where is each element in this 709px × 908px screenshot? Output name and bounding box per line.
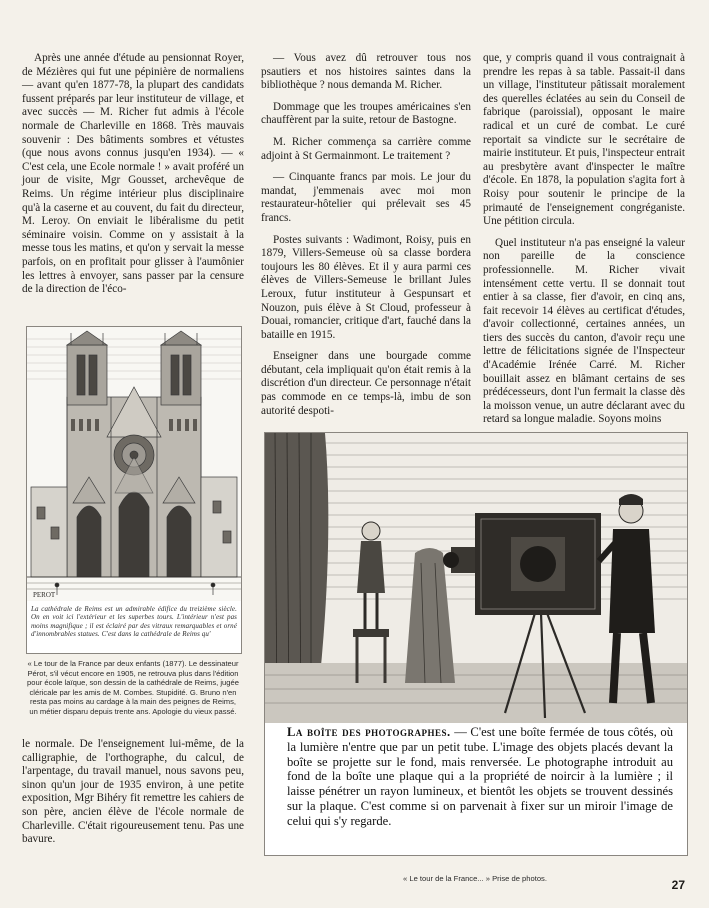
photographer-engraving-figure	[264, 432, 688, 856]
article-column-1-continued	[22, 738, 244, 855]
photographers-box-heading: La boîte des photographes.	[287, 725, 451, 739]
photographer-figure-caption: « Le tour de la France... » Prise de photos.	[403, 874, 547, 883]
engraving-caption-text: La cathédrale de Reims est un admirable édifice du treizième siècle. On en voit ici l'extérieur et les superbes tours. L'intérieur n'est pas moins magnifique ; il est éclairé par des vitraux remarquables et orné d'innombrables statues. C'est dans la cathédrale de Reims qu'	[31, 605, 237, 639]
cathedral-engraving-figure	[26, 326, 242, 654]
paragraph: — Cinquante francs par mois. Le jour du mandat, j'emmenais avec moi mon restaurateur-hôtelier qui prélevait ses 45 francs.	[261, 171, 471, 224]
paragraph: le normale. De l'enseignement lui-même, de la calligraphie, de l'orthographe, du calcul, de l'arpentage, du travail manuel, nous savons peu, sinon qu'un jour de 1935 environ, à une petite exposition, Mgr Bihéry fit remettre les cahiers de son père, ancien élève de l'école normale de Charleville. C'était rigoureusement tenu. Pas une bavure.	[22, 738, 244, 846]
paragraph: Postes suivants : Wadimont, Roisy, puis en 1879, Villers-Semeuse où sa classe bordera toujours les 80 élèves. Et il y aura parmi ces élèves de Villers-Semeuse le brillant Jules Leroux, futur instituteur à Gespunsart et Nouzon, puis élève à St Cloud, professeur à Douai, romancier, critique d'art, fauché dans la bataille en 1915.	[261, 233, 471, 341]
paragraph: — Vous avez dû retrouver tous nos psautiers et nos histoires saintes dans la bibliothèque ? nous demanda M. Richer.	[261, 52, 471, 92]
paragraph: que, y compris quand il vous contraignait à prendre les repas à sa table. Passait-il dans un village, l'instituteur pâtissait moralement des querelles éclatées au sein du Conseil de fabrique (paroissial), opposant le maire radical et un curé de combat. Le curé reportait sa vindicte sur le secrétaire de mairie instituteur. Et puis, l'inspecteur entrait au presbytère avant d'inspecter le maître d'école. En 1878, la population s'agita fort à Roisy pour soutenir le principe de la primauté de l'enseignement congréganiste. Une pétition circula.	[483, 52, 685, 228]
article-column-1	[22, 52, 244, 305]
paragraph: M. Richer commença sa carrière comme adjoint à St Germainmont. Le traitement ?	[261, 135, 471, 162]
photographers-box-body: — C'est une boîte fermée de tous côtés, où la lumière n'entre que par un petit tube. L'image des objets placés devant la boîte se projette sur le fond, mais renversée. Le photographe introduit au fond de la boîte une plaque qui a la propriété de noircir à la lumière ; il laisse pénétrer un rayon lumineux, et bientôt les objets se trouvent dessinés sur la plaque. C'est comme si on parvenait à fixer sur un miroir l'image de celui qui s'y regarde.	[287, 725, 674, 828]
paragraph: Quel instituteur n'a pas enseigné la valeur non pareille de la conscience professionnelle. M. Richer vivait intensément cette vertu. Il se donnait tout entier à sa classe, fier d'avoir, en cinq ans, fait recevoir 14 élèves au certificat d'études, d'avoir collectionné, certaines années, un tiers des succès du canton, d'avoir reçu une lettre de félicitations signée de l'Inspecteur d'Académie Irénée Carré. M. Richer bouillait assez en blâmant certains de ses prédécesseurs, dont l'un fermait la classe dès la moisson venue, un autre déclarant avec du retard sa longue maladie. Soyons moins	[483, 236, 685, 426]
cathedral-figure-caption: « Le tour de la France par deux enfants (1877). Le dessinateur Pérot, s'il vécut encore en 1905, ne retrouva plus dans l'édition pour école laïque, son dessin de la cathédrale de Reims, jugée cléricale par les amis de M. Combes. Stupidité. G. Bruno n'en resta pas moins au cardage à la main des peignes de Reims, un métier disparu depuis trente ans. Apologie du vieux passé.	[27, 659, 239, 716]
article-column-3	[483, 52, 685, 435]
photographers-box-text	[287, 725, 673, 829]
page-number: 27	[671, 878, 685, 892]
photographer-engraving-image	[265, 433, 687, 723]
paragraph: Après une année d'étude au pensionnat Royer, de Mézières qui fut une pépinière de normaliens — avant qu'en 1877-78, la plupart des candidats fussent préparés par leur instituteur de village, et avec succès — M. Richer fut admis à l'école normale de Charleville en 1868. Très mauvais souvenir : Des bâtiments sombres et vétustes (que nous avons connus jusqu'en 1934). — « C'est cela, une Ecole normale ! » avait proféré un jour de visite, Mgr Gousset, archevêque de Reims. Un régime intérieur plus disciplinaire qu'à la caserne et au couvent, du fait du directeur, M. Leroy. On enviait le libéralisme du petit séminaire voisin. Comme on y assistait à la messe tous les matins, et qu'on y servait la messe parfois, on en profitait pour glisser à l'aumônier les lettres à envoyer, sans passer par la censure de la direction de l'éco-	[22, 52, 244, 296]
cathedral-engraving-image	[27, 327, 241, 601]
paragraph: Enseigner dans une bourgade comme débutant, cela impliquait qu'on était remis à la discrétion d'un directeur. Ce personnage n'était pas commode en ce temps-là, imbu de son autorité despoti-	[261, 350, 471, 417]
paragraph: Dommage que les troupes américaines s'en chauffèrent par la suite, retour de Bastogne.	[261, 100, 471, 127]
engraver-signature: PEROT	[33, 591, 56, 599]
article-column-2	[261, 52, 471, 426]
